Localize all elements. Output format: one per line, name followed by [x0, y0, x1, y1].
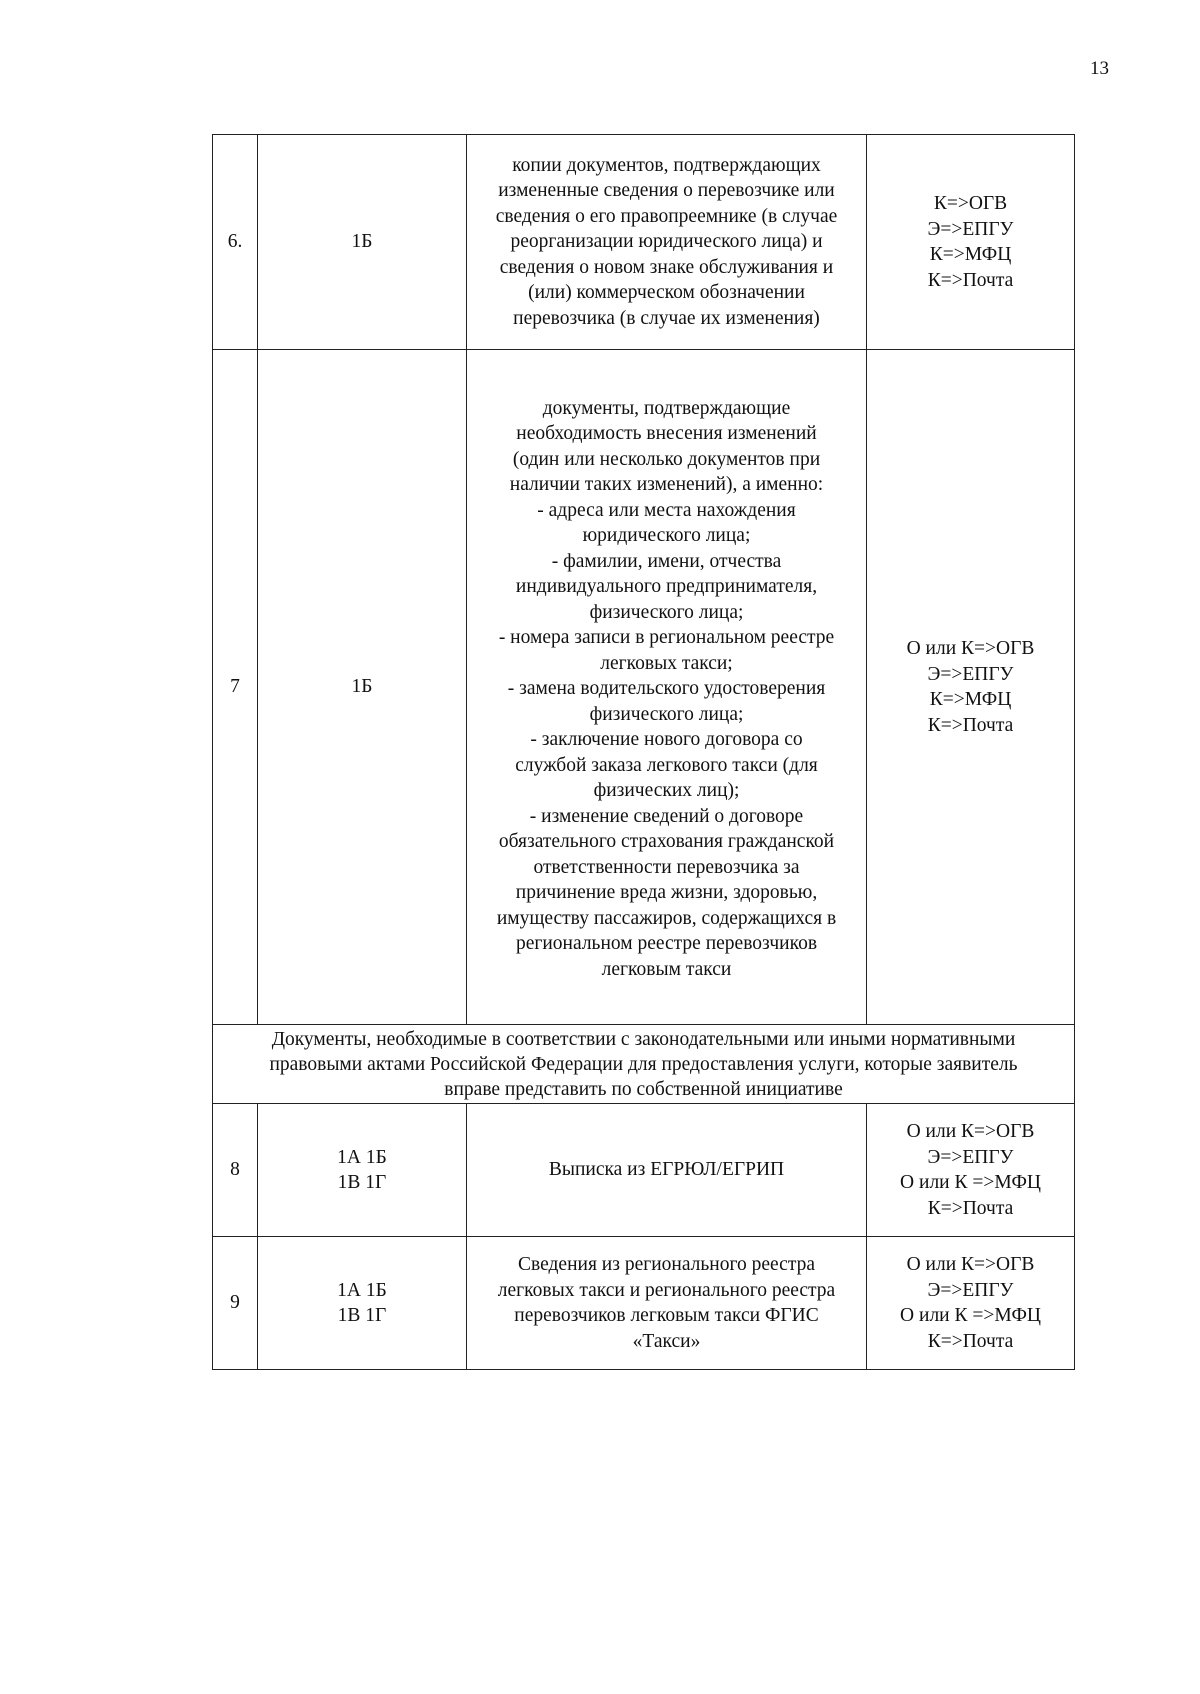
section-header-row [213, 1025, 1075, 1104]
table-row [213, 1237, 1075, 1370]
row-number: 9 [213, 1237, 258, 1370]
row-number: 6. [213, 135, 258, 350]
document-description: Сведения из регионального реестра легковых такси и регионального реестра перевозчиков легковым такси ФГИС «Такси» [467, 1237, 867, 1370]
documents-table [212, 134, 1075, 1370]
page-number: 13 [1090, 58, 1109, 79]
applicant-category: 1А 1Б 1В 1Г [258, 1237, 467, 1370]
table-row [213, 1104, 1075, 1237]
document-description: копии документов, подтверждающих измененные сведения о перевозчике или сведения о его правопреемнике (в случае реорганизации юридического лица) и сведения о новом знаке обслуживания и (или) коммерческом обозначении перевозчика (в случае их изменения) [467, 135, 867, 350]
submission-methods: О или К=>ОГВ Э=>ЕПГУ О или К =>МФЦ К=>Почта [867, 1237, 1075, 1370]
submission-methods: О или К=>ОГВ Э=>ЕПГУ К=>МФЦ К=>Почта [867, 350, 1075, 1025]
table-row [213, 135, 1075, 350]
table-row [213, 350, 1075, 1025]
applicant-category: 1Б [258, 135, 467, 350]
document-description: документы, подтверждающие необходимость внесения изменений (один или несколько документов при наличии таких изменений), а именно: - адреса или места нахождения юридического лица; - фамилии, имени, отчества индивидуального предпринимателя, физического лица; - номера записи в региональном реестре легковых такси; - замена водительского удостоверения физического лица; - заключение нового договора со службой заказа легкового такси (для физических лиц); - изменение сведений о договоре обязательного страхования гражданской ответственности перевозчика за причинение вреда жизни, здоровью, имуществу пассажиров, содержащихся в региональном реестре перевозчиков легковым такси [467, 350, 867, 1025]
row-number: 8 [213, 1104, 258, 1237]
submission-methods: О или К=>ОГВ Э=>ЕПГУ О или К =>МФЦ К=>Почта [867, 1104, 1075, 1237]
applicant-category: 1А 1Б 1В 1Г [258, 1104, 467, 1237]
document-description: Выписка из ЕГРЮЛ/ЕГРИП [467, 1104, 867, 1237]
applicant-category: 1Б [258, 350, 467, 1025]
submission-methods: К=>ОГВ Э=>ЕПГУ К=>МФЦ К=>Почта [867, 135, 1075, 350]
row-number: 7 [213, 350, 258, 1025]
section-header: Документы, необходимые в соответствии с законодательными или иными нормативными правовыми актами Российской Федерации для предоставления услуги, которые заявитель вправе представить по собственной инициативе [213, 1025, 1075, 1104]
